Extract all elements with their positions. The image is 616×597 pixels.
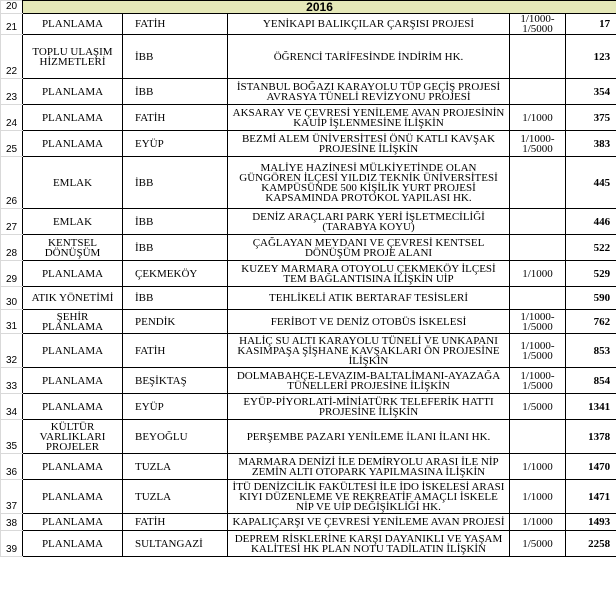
project-name-cell[interactable]: MALİYE HAZİNESİ MÜLKİYETİNDE OLAN GÜNGÖREN İLÇESİ YILDIZ TEKNİK ÜNİVERSİTESİ KAMPÜSÜNDE 500 KİŞİLİK YURT PROJESİ KAPSAMINDA PROTOKOL YAPILASI HK.	[228, 157, 510, 209]
district-cell[interactable]: İBB	[123, 157, 228, 209]
department-cell[interactable]: PLANLAMA	[23, 514, 123, 531]
district-cell[interactable]: İBB	[123, 287, 228, 310]
row-number[interactable]: 35	[1, 420, 23, 454]
decision-number-cell[interactable]: 762	[566, 310, 616, 334]
decision-number-cell[interactable]: 1341	[566, 394, 616, 420]
row-number[interactable]: 22	[1, 35, 23, 79]
scale-cell[interactable]: 1/1000	[510, 480, 566, 514]
project-name-cell[interactable]: PERŞEMBE PAZARI YENİLEME İLANI İLANI HK.	[228, 420, 510, 454]
project-name-cell[interactable]: TEHLİKELİ ATIK BERTARAF TESİSLERİ	[228, 287, 510, 310]
decision-number-cell[interactable]: 383	[566, 131, 616, 157]
district-cell[interactable]: TUZLA	[123, 454, 228, 480]
scale-cell[interactable]: 1/1000-1/5000	[510, 368, 566, 394]
project-name-cell[interactable]: İSTANBUL BOĞAZI KARAYOLU TÜP GEÇİŞ PROJESİ AVRASYA TÜNELİ REVİZYONU PROJESİ	[228, 79, 510, 105]
department-cell[interactable]: PLANLAMA	[23, 394, 123, 420]
department-cell[interactable]: PLANLAMA	[23, 79, 123, 105]
table-row	[1, 334, 616, 368]
table-row	[1, 287, 616, 310]
table-row	[1, 261, 616, 287]
district-cell[interactable]: TUZLA	[123, 480, 228, 514]
scale-cell[interactable]: 1/1000	[510, 454, 566, 480]
project-name-cell[interactable]: KAPALIÇARŞI VE ÇEVRESİ YENİLEME AVAN PROJESİ	[228, 514, 510, 531]
project-name-cell[interactable]: HALİÇ SU ALTI KARAYOLU TÜNELİ VE UNKAPANI KASIMPAŞA ŞİŞHANE KAVŞAKLARI ÖN PROJESİNE İLİŞKİN	[228, 334, 510, 368]
district-cell[interactable]: FATİH	[123, 514, 228, 531]
row-number[interactable]: 32	[1, 334, 23, 368]
table-row	[1, 394, 616, 420]
scale-cell[interactable]	[510, 157, 566, 209]
project-name-cell[interactable]: FERİBOT VE DENİZ OTOBÜS İSKELESİ	[228, 310, 510, 334]
spreadsheet-body	[1, 1, 616, 557]
district-cell[interactable]: ÇEKMEKÖY	[123, 261, 228, 287]
table-row	[1, 157, 616, 209]
department-cell[interactable]: PLANLAMA	[23, 368, 123, 394]
row-number[interactable]: 24	[1, 105, 23, 131]
row-number[interactable]: 36	[1, 454, 23, 480]
table-row	[1, 105, 616, 131]
scale-cell[interactable]	[510, 420, 566, 454]
project-name-cell[interactable]: YENİKAPI BALIKÇILAR ÇARŞISI PROJESİ	[228, 14, 510, 35]
table-row	[1, 14, 616, 35]
project-name-cell[interactable]: ÖĞRENCİ TARİFESİNDE İNDİRİM HK.	[228, 35, 510, 79]
district-cell[interactable]: PENDİK	[123, 310, 228, 334]
scale-cell[interactable]: 1/1000	[510, 514, 566, 531]
district-cell[interactable]: FATİH	[123, 105, 228, 131]
decision-number-cell[interactable]: 1378	[566, 420, 616, 454]
district-cell[interactable]: İBB	[123, 209, 228, 235]
row-number[interactable]: 28	[1, 235, 23, 261]
table-row	[1, 531, 616, 557]
decision-number-cell[interactable]: 590	[566, 287, 616, 310]
table-row	[1, 235, 616, 261]
row-number[interactable]: 27	[1, 209, 23, 235]
department-cell[interactable]: PLANLAMA	[23, 480, 123, 514]
scale-cell[interactable]	[510, 35, 566, 79]
table-row	[1, 480, 616, 514]
row-number[interactable]: 29	[1, 261, 23, 287]
row-number[interactable]: 23	[1, 79, 23, 105]
project-name-cell[interactable]: ÇAĞLAYAN MEYDANI VE ÇEVRESİ KENTSEL DÖNÜŞÜM PROJE ALANI	[228, 235, 510, 261]
project-name-cell[interactable]: DENİZ ARAÇLARI PARK YERİ İŞLETMECİLİĞİ (TARABYA KOYU)	[228, 209, 510, 235]
district-cell[interactable]: EYÜP	[123, 131, 228, 157]
district-cell[interactable]: FATİH	[123, 334, 228, 368]
row-number[interactable]: 34	[1, 394, 23, 420]
scale-cell[interactable]: 1/5000	[510, 394, 566, 420]
district-cell[interactable]: FATİH	[123, 14, 228, 35]
scale-cell[interactable]: 1/1000-1/5000	[510, 131, 566, 157]
department-cell[interactable]: KENTSEL DÖNÜŞÜM	[23, 235, 123, 261]
department-cell[interactable]: PLANLAMA	[23, 334, 123, 368]
department-cell[interactable]: ATIK YÖNETİMİ	[23, 287, 123, 310]
decision-number-cell[interactable]: 1470	[566, 454, 616, 480]
district-cell[interactable]: İBB	[123, 35, 228, 79]
scale-cell[interactable]	[510, 209, 566, 235]
project-name-cell[interactable]: EYÜP-PİYORLATİ-MİNİATÜRK TELEFERİK HATTI PROJESİNE İLİŞKİN	[228, 394, 510, 420]
project-name-cell[interactable]: İTÜ DENİZCİLİK FAKÜLTESİ İLE İDO İSKELESİ ARASI KIYI DÜZENLEME VE REKREATİF AMAÇLI İSKELE NİP VE UİP DEĞİŞİKLİĞİ HK.	[228, 480, 510, 514]
table-row	[1, 368, 616, 394]
district-cell[interactable]: SULTANGAZİ	[123, 531, 228, 557]
department-cell[interactable]: KÜLTÜR VARLIKLARI PROJELER	[23, 420, 123, 454]
decision-number-cell[interactable]: 1471	[566, 480, 616, 514]
decision-number-cell[interactable]: 853	[566, 334, 616, 368]
row-number[interactable]: 30	[1, 287, 23, 310]
department-cell[interactable]: PLANLAMA	[23, 454, 123, 480]
project-name-cell[interactable]: BEZMİ ALEM ÜNİVERSİTESİ ÖNÜ KATLI KAVŞAK PROJESİNE İLİŞKİN	[228, 131, 510, 157]
row-number[interactable]: 39	[1, 531, 23, 557]
row-number[interactable]: 31	[1, 310, 23, 334]
scale-cell[interactable]: 1/1000	[510, 261, 566, 287]
decision-number-cell[interactable]: 354	[566, 79, 616, 105]
decision-number-cell[interactable]: 375	[566, 105, 616, 131]
department-cell[interactable]: TOPLU ULAŞIM HİZMETLERİ	[23, 35, 123, 79]
scale-cell[interactable]: 1/1000-1/5000	[510, 14, 566, 35]
scale-cell[interactable]: 1/1000-1/5000	[510, 334, 566, 368]
department-cell[interactable]: PLANLAMA	[23, 531, 123, 557]
row-number[interactable]: 25	[1, 131, 23, 157]
district-cell[interactable]: BEYOĞLU	[123, 420, 228, 454]
department-cell[interactable]: EMLAK	[23, 157, 123, 209]
table-row	[1, 514, 616, 531]
row-number[interactable]: 38	[1, 514, 23, 531]
district-cell[interactable]: İBB	[123, 79, 228, 105]
table-row	[1, 131, 616, 157]
table-row	[1, 209, 616, 235]
district-cell[interactable]: BEŞİKTAŞ	[123, 368, 228, 394]
decision-number-cell[interactable]: 123	[566, 35, 616, 79]
row-number[interactable]: 20	[1, 1, 23, 14]
project-name-cell[interactable]: MARMARA DENİZİ İLE DEMİRYOLU ARASI İLE NİP ZEMİN ALTI OTOPARK YAPILMASINA İLİŞKİN	[228, 454, 510, 480]
year-header-cell[interactable]: 2016	[23, 1, 616, 14]
row-number[interactable]: 21	[1, 14, 23, 35]
year-header-row	[1, 1, 616, 14]
scale-cell[interactable]: 1/5000	[510, 531, 566, 557]
row-number[interactable]: 33	[1, 368, 23, 394]
project-name-cell[interactable]: KUZEY MARMARA OTOYOLU ÇEKMEKÖY İLÇESİ TEM BAĞLANTISINA İLİŞKİN UİP	[228, 261, 510, 287]
department-cell[interactable]: ŞEHİR PLANLAMA	[23, 310, 123, 334]
scale-cell[interactable]	[510, 287, 566, 310]
table-row	[1, 454, 616, 480]
scale-cell[interactable]	[510, 79, 566, 105]
scale-cell[interactable]: 1/1000	[510, 105, 566, 131]
district-cell[interactable]: İBB	[123, 235, 228, 261]
decision-number-cell[interactable]: 529	[566, 261, 616, 287]
scale-cell[interactable]: 1/1000-1/5000	[510, 310, 566, 334]
table-row	[1, 420, 616, 454]
decision-number-cell[interactable]: 1493	[566, 514, 616, 531]
decision-number-cell[interactable]: 445	[566, 157, 616, 209]
decision-number-cell[interactable]: 522	[566, 235, 616, 261]
decision-number-cell[interactable]: 446	[566, 209, 616, 235]
scale-cell[interactable]	[510, 235, 566, 261]
table-row	[1, 79, 616, 105]
department-cell[interactable]: PLANLAMA	[23, 131, 123, 157]
decision-number-cell[interactable]: 17	[566, 14, 616, 35]
table-row	[1, 310, 616, 334]
project-name-cell[interactable]: AKSARAY VE ÇEVRESİ YENİLEME AVAN PROJESİNİN KAUİP İŞLENMESİNE İLİŞKİN	[228, 105, 510, 131]
project-name-cell[interactable]: DOLMABAHÇE-LEVAZIM-BALTALİMANI-AYAZAĞA TÜNELLERİ PROJESİNE İLİŞKİN	[228, 368, 510, 394]
row-number[interactable]: 26	[1, 157, 23, 209]
decision-number-cell[interactable]: 854	[566, 368, 616, 394]
project-name-cell[interactable]: DEPREM RİSKLERİNE KARŞI DAYANIKLI VE YAŞAM KALİTESİ HK PLAN NOTU TADİLATIN İLİŞKİN	[228, 531, 510, 557]
district-cell[interactable]: EYÜP	[123, 394, 228, 420]
department-cell[interactable]: PLANLAMA	[23, 14, 123, 35]
department-cell[interactable]: EMLAK	[23, 209, 123, 235]
decision-number-cell[interactable]: 2258	[566, 531, 616, 557]
row-number[interactable]: 37	[1, 480, 23, 514]
department-cell[interactable]: PLANLAMA	[23, 105, 123, 131]
table-row	[1, 35, 616, 79]
department-cell[interactable]: PLANLAMA	[23, 261, 123, 287]
